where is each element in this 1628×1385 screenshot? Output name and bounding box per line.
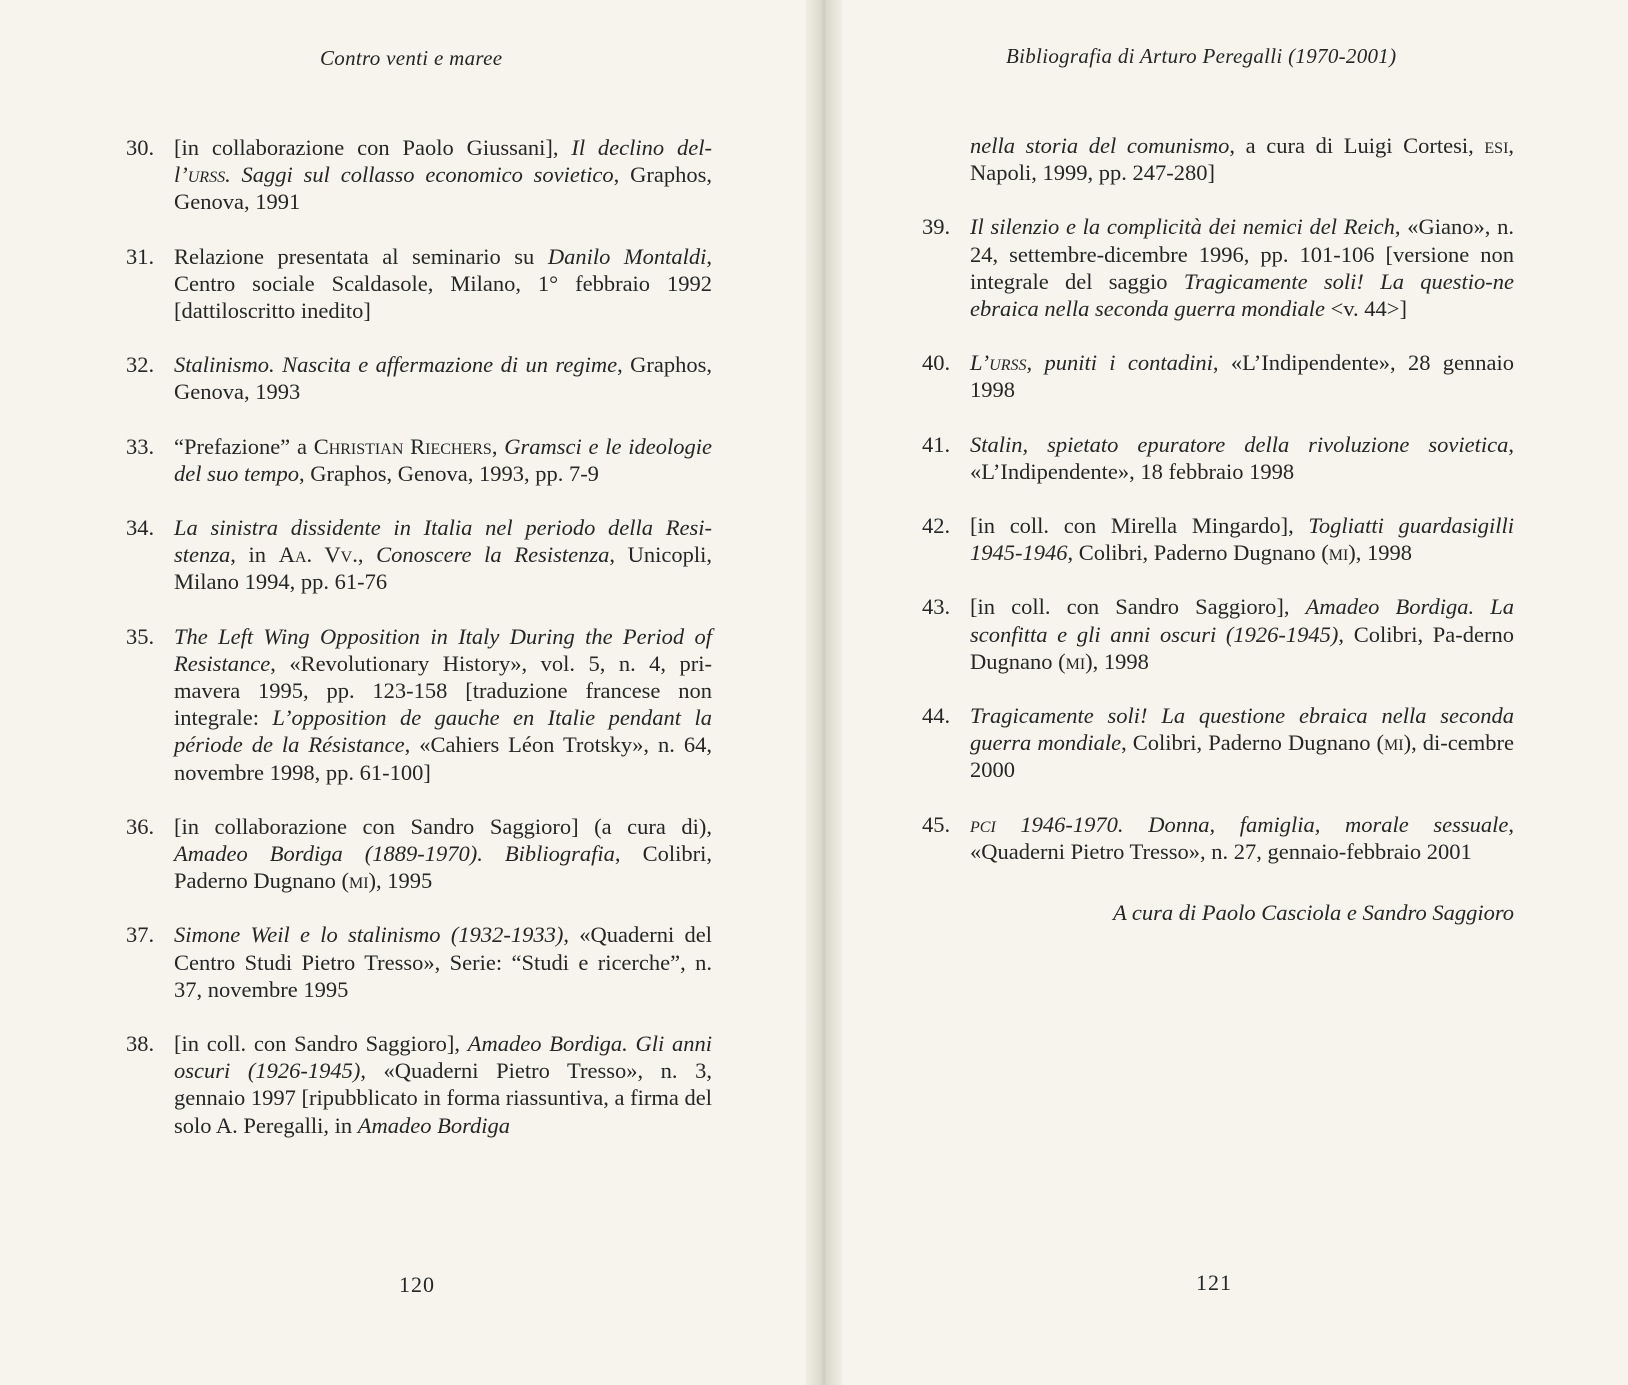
entry-number: 30. — [126, 135, 155, 160]
entry-text — [174, 623, 712, 786]
entry-number: 31. — [126, 243, 155, 269]
bibliography-entry — [922, 213, 1514, 322]
text-segment: Tragicamente soli! La questione ebraica nella seconda guerra mondiale — [970, 703, 1514, 756]
text-segment: , in — [230, 542, 279, 568]
text-segment: , a cura di Luigi Cortesi, — [1229, 133, 1485, 158]
bibliography-entry — [922, 349, 1514, 403]
entry-number: 44. — [922, 703, 951, 729]
entry-number: 41. — [922, 431, 951, 457]
text-segment: Amadeo Bordiga (1889-1970). Bibliografia — [174, 841, 615, 867]
running-head: Contro venti e maree — [320, 46, 503, 70]
text-segment: Stalin, spietato epuratore della rivoluzione sovietica — [970, 431, 1509, 457]
text-segment: [in collaborazione con Paolo Giussani], — [174, 135, 572, 160]
bibliography-entry — [126, 1030, 712, 1139]
entry-text — [174, 921, 712, 1003]
entry-text — [174, 351, 712, 405]
text-segment: , «L’Indipendente», 28 gennaio 1998 — [970, 350, 1514, 403]
text-segment: Danilo Montaldi — [547, 243, 707, 269]
text-segment: Simone Weil e lo stalinismo (1932-1933) — [174, 922, 564, 948]
entry-number: 32. — [126, 352, 155, 378]
text-segment: , «Cahiers Léon Trotsky», n. 64, novembre 1998, pp. 61-100] — [174, 732, 713, 785]
text-segment: Relazione presentata al seminario su — [174, 243, 548, 269]
bibliography-entry — [126, 351, 712, 405]
right-page — [842, 0, 1628, 1385]
text-segment: Il silenzio e la complicità dei nemici del Reich — [970, 214, 1395, 240]
text-segment: Amadeo Bordiga — [357, 1112, 511, 1138]
text-segment: “Prefazione” a — [174, 433, 314, 459]
text-segment: pci — [970, 811, 996, 837]
text-segment: esi — [1484, 133, 1509, 158]
text-segment: , Graphos, Genova, 1991 — [174, 162, 712, 215]
text-segment: Christian Riechers — [313, 433, 492, 459]
text-segment: [in coll. con Sandro Saggioro], — [174, 1031, 468, 1057]
text-segment: , — [357, 542, 377, 568]
text-segment: , Colibri, Pa-derno Dugnano ( — [970, 621, 1515, 674]
text-segment: nella storia del comunismo — [970, 133, 1230, 158]
text-segment: <v. 44>] — [1324, 296, 1407, 322]
running-head: Bibliografia di Arturo Peregalli (1970-2001) — [1006, 44, 1397, 68]
text-segment: , «Quaderni Pietro Tresso», n. 27, gennaio-febbraio 2001 — [970, 811, 1514, 864]
entry-text — [174, 813, 712, 895]
continued-entry — [922, 132, 1514, 186]
text-segment: , Graphos, Genova, 1993 — [174, 352, 713, 405]
bibliography-entry — [126, 134, 712, 216]
left-page — [0, 0, 806, 1385]
bibliography-entry — [922, 431, 1514, 485]
entry-number: 45. — [922, 811, 951, 837]
bibliography-entry — [126, 514, 712, 596]
text-segment: L’opposition de gauche en Italie pendant la période de la Résistance — [174, 705, 712, 758]
text-segment: , «Revolutionary History», vol. 5, n. 4, pri-mavera 1995, pp. 123-158 [traduzione francese non integrale: — [174, 650, 712, 731]
bibliography-entry — [922, 593, 1514, 675]
text-segment: , «Quaderni Pietro Tresso», n. 3, gennaio 1997 [ripubblicato in forma riassuntiva, a firma del solo A. Peregalli, in — [174, 1058, 713, 1138]
text-segment: , «L’Indipendente», 18 febbraio 1998 — [970, 431, 1514, 484]
text-segment: urss — [187, 162, 226, 188]
bibliography-list — [126, 134, 712, 1166]
text-segment: The Left Wing Opposition in Italy During the Period of Resistance — [174, 623, 712, 676]
entry-number: 43. — [922, 594, 951, 620]
text-segment: , «Quaderni del Centro Studi Pietro Tresso», Serie: “Studi e ricerche”, n. 37, novembre 1995 — [174, 922, 712, 1002]
entry-number: 39. — [922, 214, 951, 240]
entry-text — [174, 134, 712, 216]
text-segment: Amadeo Bordiga. La sconfitta e gli anni oscuri (1926-1945) — [970, 594, 1514, 647]
text-segment: urss — [989, 350, 1027, 376]
text-segment: L’ — [970, 350, 990, 376]
text-segment: , Napoli, 1999, pp. 247-280] — [970, 133, 1515, 186]
entry-text — [174, 243, 712, 325]
entry-text — [174, 1030, 712, 1139]
entry-number: 34. — [126, 515, 155, 541]
text-segment: Conoscere la Resistenza — [376, 542, 610, 568]
text-segment: [in collaborazione con Sandro Saggioro] (a cura di), — [174, 813, 712, 839]
text-segment: Aa. Vv. — [278, 542, 358, 568]
text-segment: , «Giano», n. 24, settembre-dicembre 1996, pp. 101-106 [versione non integrale del saggio — [970, 214, 1514, 294]
entry-number: 38. — [126, 1031, 155, 1057]
bibliography-list — [922, 132, 1514, 892]
bibliography-entry — [126, 921, 712, 1003]
text-segment: Gramsci e le ideologie del suo tempo — [174, 433, 713, 486]
text-segment: , puniti i contadini — [1026, 350, 1213, 376]
page-number: 121 — [1196, 1270, 1232, 1295]
entry-text — [970, 431, 1514, 485]
bibliography-entry — [126, 433, 712, 487]
bibliography-entry — [126, 813, 712, 895]
text-segment: ), 1998 — [1348, 540, 1413, 566]
text-segment: mi — [1328, 540, 1349, 566]
entry-number: 37. — [126, 922, 155, 948]
entry-text — [970, 512, 1514, 566]
text-segment: Amadeo Bordiga. Gli anni oscuri (1926-1945) — [174, 1031, 712, 1084]
text-segment: ), 1998 — [1085, 648, 1149, 674]
text-segment: , Colibri, Paderno Dugnano ( — [174, 841, 712, 894]
text-segment: Il declino del-l’ — [174, 135, 712, 188]
entry-text — [970, 702, 1514, 784]
text-segment: mi — [348, 868, 369, 894]
page-number: 120 — [399, 1272, 435, 1297]
entry-text — [174, 433, 712, 487]
text-segment: , Graphos, Genova, 1993, pp. 7-9 — [298, 460, 599, 486]
text-segment: 1946-1970. Donna, famiglia, morale sessuale — [995, 811, 1509, 837]
text-segment: Stalinismo. Nascita e affermazione di un regime — [174, 352, 618, 378]
editors-signature: A cura di Paolo Casciola e Sandro Saggioro — [1112, 900, 1514, 925]
entry-number: 35. — [126, 623, 155, 649]
entry-number: 36. — [126, 813, 155, 839]
entry-text — [970, 132, 1514, 186]
entry-text — [970, 811, 1514, 865]
text-segment: [in coll. con Mirella Mingardo], — [970, 513, 1309, 539]
text-segment: mi — [1384, 730, 1404, 756]
entry-text — [174, 514, 712, 596]
entry-number: 42. — [922, 513, 951, 539]
text-segment: ), di-cembre 2000 — [970, 730, 1514, 783]
text-segment: , — [491, 433, 505, 459]
text-segment: Togliatti guardasigilli 1945-1946 — [970, 513, 1514, 566]
entry-text — [970, 349, 1514, 403]
text-segment: mi — [1065, 648, 1086, 674]
text-segment: , Unicopli, Milano 1994, pp. 61-76 — [174, 542, 712, 595]
text-segment: ), 1995 — [368, 868, 433, 894]
text-segment: . Saggi sul collasso economico sovietico — [225, 162, 614, 188]
bibliography-entry — [922, 811, 1514, 865]
text-segment: Tragicamente soli! La questio-ne ebraica nella seconda guerra mondiale — [970, 268, 1514, 322]
text-segment: [in coll. con Sandro Saggioro], — [970, 594, 1306, 620]
text-segment: , Centro sociale Scaldasole, Milano, 1° febbraio 1992 [dattiloscritto inedito] — [174, 243, 713, 324]
bibliography-entry — [126, 623, 712, 786]
entry-number: 40. — [922, 350, 951, 376]
entry-number: 33. — [126, 433, 155, 459]
entry-group — [922, 213, 1514, 865]
entry-text — [970, 593, 1514, 675]
text-segment: La sinistra dissidente in Italia nel periodo della Resi-stenza — [174, 515, 712, 568]
bibliography-entry — [126, 243, 712, 325]
text-segment: , Colibri, Paderno Dugnano ( — [1121, 730, 1385, 756]
book-gutter — [806, 0, 842, 1385]
bibliography-entry — [922, 512, 1514, 566]
entry-text — [970, 213, 1514, 322]
bibliography-entry — [922, 702, 1514, 784]
text-segment: , Colibri, Paderno Dugnano ( — [1067, 540, 1329, 566]
